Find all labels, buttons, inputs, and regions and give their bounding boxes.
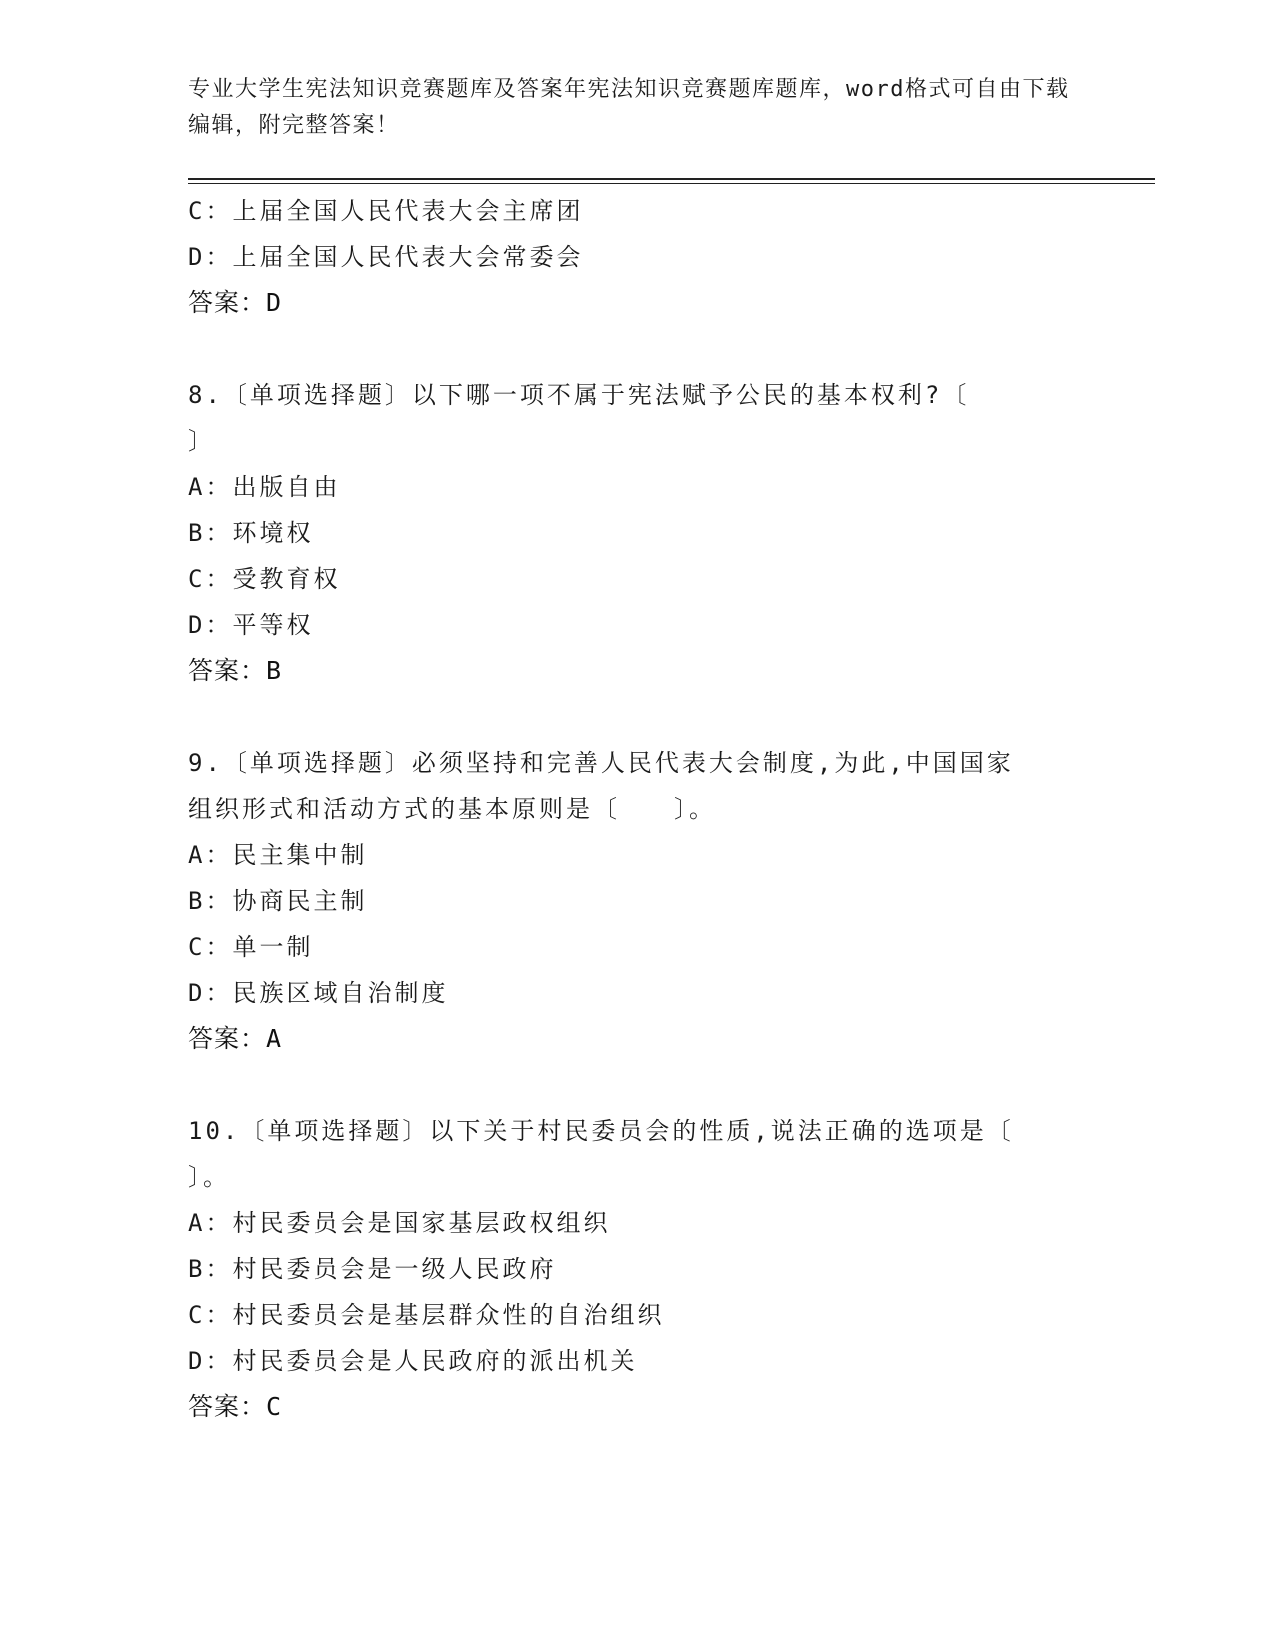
question-text-line: 组织形式和活动方式的基本原则是〔 〕。	[188, 795, 716, 823]
option-c: C：村民委员会是基层群众性的自治组织	[188, 1301, 665, 1329]
option-c: C：受教育权	[188, 565, 341, 593]
option-b: B：协商民主制	[188, 887, 368, 915]
question-text-line: 9.〔单项选择题〕必须坚持和完善人民代表大会制度,为此,中国国家	[188, 749, 1014, 777]
question-8	[188, 372, 1088, 694]
answer-line: 答案：D	[188, 288, 283, 317]
answer-line: 答案：A	[188, 1024, 283, 1053]
question-text-line: 〕	[188, 427, 215, 455]
option-c: C：单一制	[188, 933, 314, 961]
option-d: D：上届全国人民代表大会常委会	[188, 243, 584, 271]
option-c: C：上届全国人民代表大会主席团	[188, 197, 584, 225]
option-d: D：村民委员会是人民政府的派出机关	[188, 1347, 638, 1375]
question-gap	[188, 1062, 1088, 1108]
option-b: B：村民委员会是一级人民政府	[188, 1255, 557, 1283]
document-header	[188, 72, 1088, 144]
option-d: D：平等权	[188, 611, 314, 639]
answer-line: 答案：B	[188, 656, 283, 685]
option-a: A：民主集中制	[188, 841, 368, 869]
header-divider-thick	[188, 178, 1155, 180]
question-text-line: 〕。	[188, 1163, 230, 1191]
option-d: D：民族区域自治制度	[188, 979, 449, 1007]
option-b: B：环境权	[188, 519, 314, 547]
option-a: A：出版自由	[188, 473, 341, 501]
question-7-continued	[188, 188, 1088, 326]
header-divider-thin	[188, 183, 1155, 184]
question-gap	[188, 694, 1088, 740]
question-list	[188, 188, 1088, 1430]
question-text-line: 8.〔单项选择题〕以下哪一项不属于宪法赋予公民的基本权利?〔	[188, 381, 970, 409]
question-gap	[188, 326, 1088, 372]
option-a: A：村民委员会是国家基层政权组织	[188, 1209, 611, 1237]
question-9	[188, 740, 1088, 1062]
answer-line: 答案：C	[188, 1392, 283, 1421]
question-10	[188, 1108, 1088, 1430]
question-text-line: 10.〔单项选择题〕以下关于村民委员会的性质,说法正确的选项是〔	[188, 1117, 1014, 1145]
header-text: 专业大学生宪法知识竞赛题库及答案年宪法知识竞赛题库题库，word格式可自由下载编辑，附完整答案！	[188, 77, 1070, 138]
